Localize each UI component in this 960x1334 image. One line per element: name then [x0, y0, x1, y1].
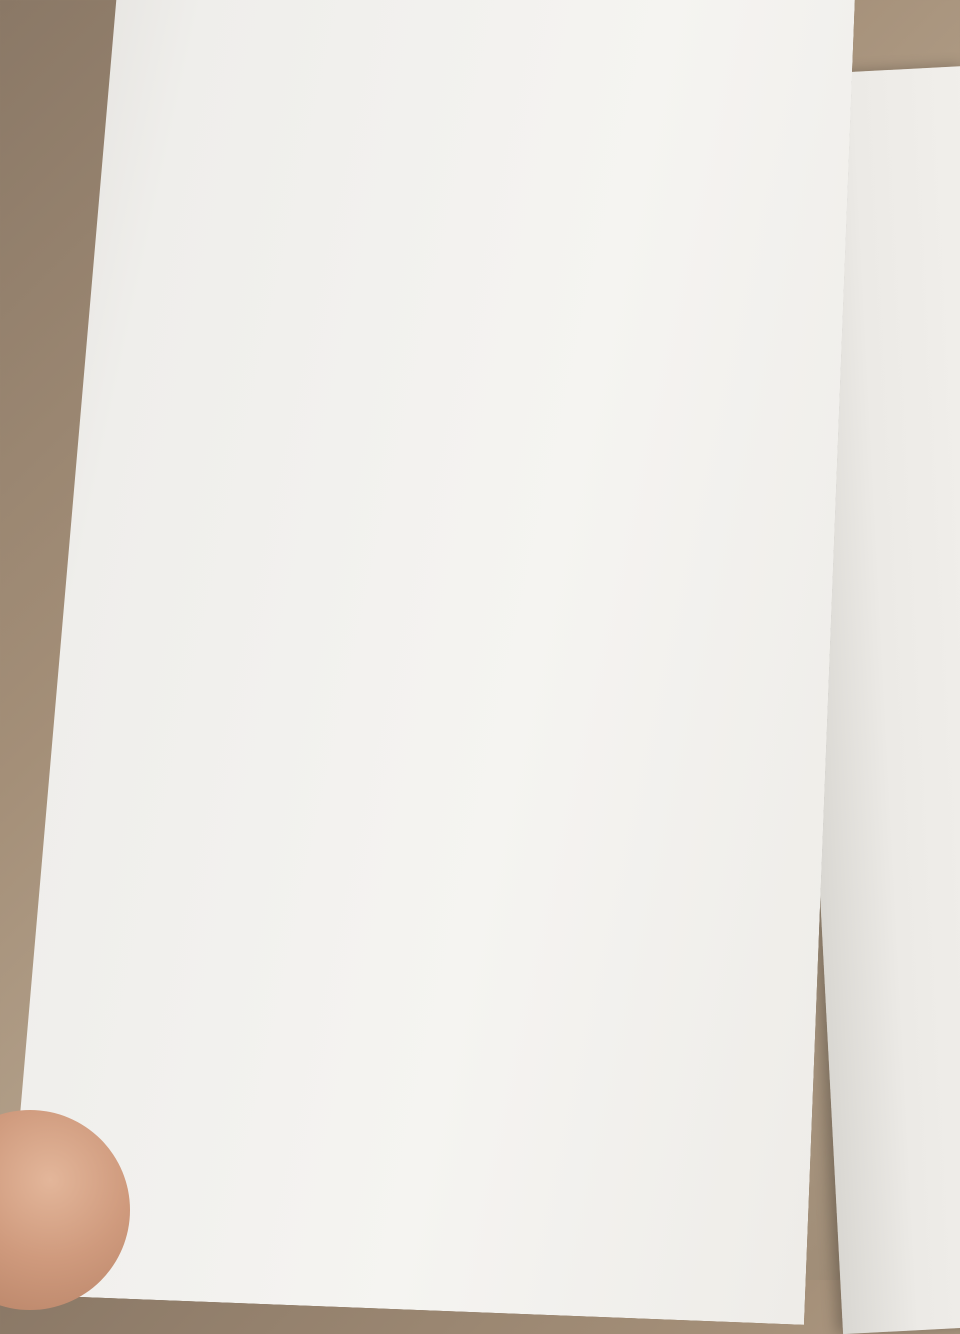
running-header — [254, 15, 894, 40]
toc-chapters — [253, 43, 893, 68]
toc — [253, 15, 894, 68]
toc-top-entries — [253, 43, 893, 68]
book-page — [5, 0, 856, 1325]
